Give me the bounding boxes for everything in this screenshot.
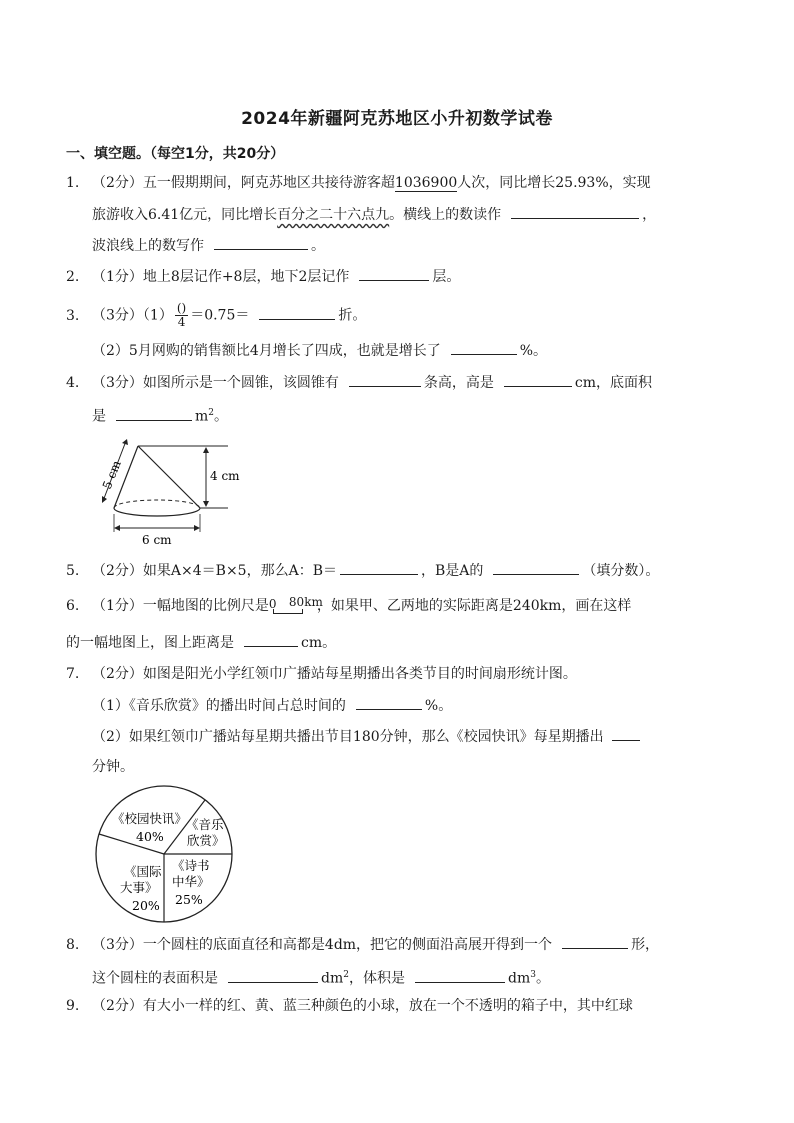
unit-exponent: 2 xyxy=(343,970,349,980)
question-text: （1）《音乐欣赏》的播出时间占总时间的 xyxy=(92,698,346,714)
pie-label-world-1: 《国际 xyxy=(124,864,162,879)
answer-blank[interactable] xyxy=(259,305,335,320)
unit-exponent: 2 xyxy=(208,408,215,418)
question-6-line-1 xyxy=(66,596,631,616)
question-5 xyxy=(66,560,659,581)
question-text: 波浪线上的数写作 xyxy=(92,238,204,254)
question-1-line-2 xyxy=(92,204,656,225)
unit: m xyxy=(195,408,209,425)
question-1-line-1 xyxy=(66,173,651,193)
question-text: （填分数）。 xyxy=(582,563,660,579)
cone-diameter-label: 6 cm xyxy=(142,533,172,547)
question-2 xyxy=(66,266,460,287)
question-text: （3分）（1） xyxy=(92,307,173,324)
fraction-denominator: 4 xyxy=(177,315,186,329)
pie-pct-poetry: 25% xyxy=(175,892,203,907)
pie-label-poetry-1: 《诗书 xyxy=(172,858,210,873)
unit: dm xyxy=(321,970,344,987)
answer-blank[interactable] xyxy=(356,695,422,710)
question-text: 。 xyxy=(214,408,229,425)
question-text: cm。 xyxy=(301,635,337,651)
question-text: 层。 xyxy=(432,269,461,285)
wavy-underlined-number: 百分之二十六点九 xyxy=(277,207,390,223)
question-text: 。 xyxy=(311,238,325,254)
question-text: （2分）如果A×4＝B×5，那么A：B＝ xyxy=(92,563,337,579)
question-text: 的一幅地图上，图上距离是 xyxy=(66,635,234,651)
question-1-line-3 xyxy=(92,235,325,256)
question-number: 9. xyxy=(66,998,80,1014)
answer-blank[interactable] xyxy=(493,560,579,575)
question-number: 7. xyxy=(66,666,80,682)
answer-blank[interactable] xyxy=(214,235,308,250)
answer-blank[interactable] xyxy=(612,726,640,741)
question-text: ＝0.75＝ xyxy=(190,307,250,324)
question-text: （2）5月网购的销售额比4月增长了四成，也就是增长了 xyxy=(92,343,441,359)
question-text: （1分）一幅地图的比例尺是 xyxy=(92,598,269,614)
question-number: 1. xyxy=(66,175,80,191)
answer-blank[interactable] xyxy=(415,968,505,983)
question-text: ，如果甲、乙两地的实际距离是240km，画在这样 xyxy=(316,598,632,614)
cone-slant-label: 5 cm xyxy=(99,458,124,492)
map-scale-bar xyxy=(268,595,323,615)
question-text: 旅游收入6.41亿元，同比增长 xyxy=(92,207,278,223)
answer-blank[interactable] xyxy=(244,632,298,647)
question-text: （2）如果红领巾广播站每星期共播出节目180分钟，那么《校园快讯》每星期播出 xyxy=(92,729,604,745)
scale-segment xyxy=(273,609,303,614)
question-3 xyxy=(66,302,366,329)
question-text: ，B是A的 xyxy=(420,563,484,579)
answer-blank[interactable] xyxy=(451,340,517,355)
unit-exponent: 3 xyxy=(530,970,536,980)
answer-blank[interactable] xyxy=(228,968,318,983)
pie-label-music-1: 《音乐 xyxy=(186,817,224,832)
question-text: （1分）地上8层记作+8层，地下2层记作 xyxy=(92,269,350,285)
answer-blank[interactable] xyxy=(504,372,572,387)
question-7-part-2-end xyxy=(92,757,134,777)
question-text: 形， xyxy=(631,937,660,953)
unit: dm xyxy=(507,970,531,987)
question-number: 6. xyxy=(66,598,80,614)
question-text: cm，底面积 xyxy=(574,375,653,391)
underlined-number: 1036900 xyxy=(394,175,458,191)
question-8-line-2 xyxy=(92,965,550,989)
question-text: 。 xyxy=(535,970,550,987)
question-7 xyxy=(66,664,577,684)
question-text: ， xyxy=(642,207,657,223)
pie-label-campus-news: 《校园快讯》 xyxy=(112,811,188,826)
pie-label-poetry-2: 中华》 xyxy=(172,874,210,889)
question-text: （3分）一个圆柱的底面直径和高都是4dm，把它的侧面沿高展开得到一个 xyxy=(92,937,553,953)
question-text: %。 xyxy=(519,343,548,359)
answer-blank[interactable] xyxy=(511,204,639,219)
question-text: 是 xyxy=(92,408,106,425)
question-text: 分钟。 xyxy=(92,759,134,775)
question-text: 。横线上的数读作 xyxy=(389,207,502,223)
question-text: （2分）如图是阳光小学红领巾广播站每星期播出各类节目的时间扇形统计图。 xyxy=(92,666,577,682)
question-text: 折。 xyxy=(338,307,367,324)
question-text: （2分）五一假期期间，阿克苏地区共接待游客超 xyxy=(92,175,395,191)
answer-blank[interactable] xyxy=(116,406,192,421)
question-text: （3分）如图所示是一个圆锥，该圆锥有 xyxy=(92,375,339,391)
question-text: 这个圆柱的表面积是 xyxy=(92,970,218,987)
fraction xyxy=(175,302,188,329)
cone-height-label: 4 cm xyxy=(210,469,240,483)
question-8-line-1 xyxy=(66,934,659,955)
question-number: 8. xyxy=(66,937,80,953)
question-number: 3. xyxy=(66,307,80,324)
scale-zero-label: 0 xyxy=(268,597,277,611)
pie-label-world-2: 大事》 xyxy=(120,880,158,895)
answer-blank[interactable] xyxy=(340,560,418,575)
answer-blank[interactable] xyxy=(359,266,429,281)
answer-blank[interactable] xyxy=(349,372,421,387)
scale-value-label: 80km xyxy=(288,595,323,609)
question-text: 人次，同比增长25.93%，实现 xyxy=(457,175,651,191)
question-9 xyxy=(66,996,633,1016)
pie-label-music-2: 欣赏》 xyxy=(187,833,225,848)
question-4-line-1 xyxy=(66,372,652,393)
question-text: ，体积是 xyxy=(348,970,405,987)
question-7-part-1 xyxy=(92,695,452,716)
question-6-line-2 xyxy=(66,632,336,653)
answer-blank[interactable] xyxy=(562,934,628,949)
section-heading-fill-blank: 一、填空题。（每空1分，共20分） xyxy=(66,146,285,162)
question-7-part-2 xyxy=(92,726,643,747)
pie-pct-campus-news: 40% xyxy=(136,829,164,844)
question-number: 2. xyxy=(66,269,80,285)
cone-figure xyxy=(90,432,250,548)
question-number: 5. xyxy=(66,563,80,579)
fraction-numerator: () xyxy=(176,301,187,315)
pie-chart xyxy=(92,782,238,926)
question-text: %。 xyxy=(424,698,453,714)
question-text: 条高，高是 xyxy=(423,375,494,391)
question-number: 4. xyxy=(66,375,80,391)
exam-title: 2024年新疆阿克苏地区小升初数学试卷 xyxy=(241,109,553,129)
question-3-part-2 xyxy=(92,340,547,361)
question-text: （2分）有大小一样的红、黄、蓝三种颜色的小球，放在一个不透明的箱子中，其中红球 xyxy=(92,998,633,1014)
pie-pct-world: 20% xyxy=(132,898,160,913)
question-4-line-2 xyxy=(92,403,228,427)
